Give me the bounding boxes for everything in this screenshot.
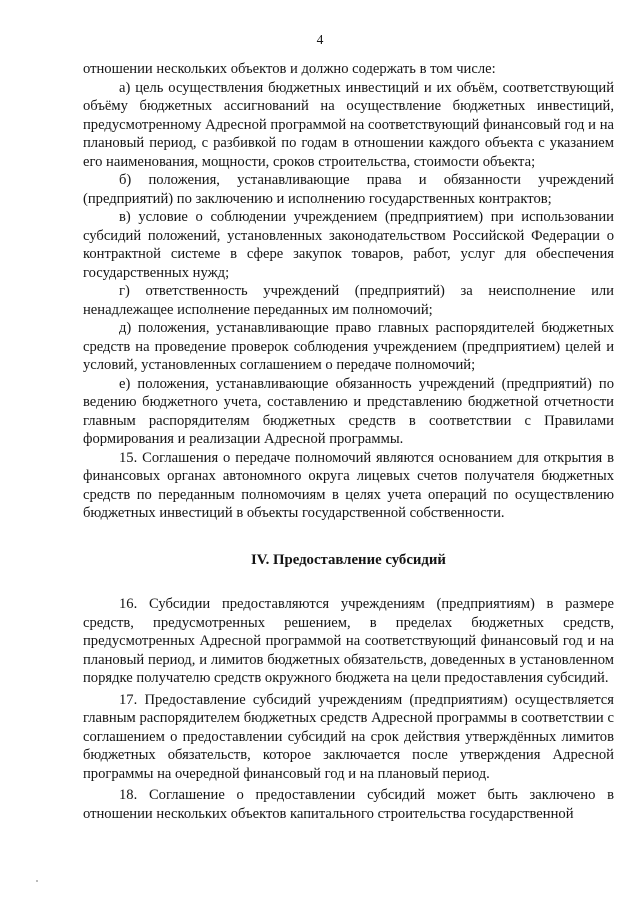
paragraph-item-g: г) ответственность учреждений (предприятий) за неисполнение или ненадлежащее исполнение переданных им полномочий;: [83, 283, 614, 318]
paragraph-item-b: б) положения, устанавливающие права и обязанности учреждений (предприятий) по заключению и исполнению государственных контрактов;: [83, 172, 614, 207]
paragraph-16: 16. Субсидии предоставляются учреждениям (предприятиям) в размере средств, предусмотренных решением, в пределах бюджетных средств, предусмотренных Адресной программой на соответствующий финансовый год и на плановый период, и лимитов бюджетных обязательств, доведенных в установленном порядке получателю средств окружного бюджета на цели предоставления субсидий.: [83, 596, 614, 686]
paragraph-15: 15. Соглашения о передаче полномочий являются основанием для открытия в финансовых органах автономного округа лицевых счетов получателя бюджетных средств по переданным полномочиям в целях учета операций по осуществлению бюджетных инвестиций в объекты государственной собственности.: [83, 449, 614, 521]
page-number: 4: [316, 32, 324, 47]
paragraph-continuation: отношении нескольких объектов и должно содержать в том числе:: [83, 61, 496, 77]
paragraph-item-v: в) условие о соблюдении учреждением (предприятием) при использовании субсидий положений, установленных законодательством Российской Федерации о контрактной системе в сфере закупок товаров, работ, услуг для обеспечения государственных нужд;: [83, 209, 614, 281]
scan-speck: [36, 880, 38, 882]
paragraph-18: 18. Соглашение о предоставлении субсидий может быть заключено в отношении нескольких объектов капитального строительства государственной: [83, 787, 614, 822]
paragraph-item-a: а) цель осуществления бюджетных инвестиций и их объём, соответствующий объёму бюджетных ассигнований на осуществление бюджетных инвестиций, предусмотренному Адресной программой на соответствующий финансовый год и на плановый период, с разбивкой по годам в отношении каждого объекта с указанием его наименования, мощности, сроков строительства, стоимости объекта;: [83, 79, 614, 170]
paragraph-item-e: е) положения, устанавливающие обязанность учреждений (предприятий) по ведению бюджетного учета, составлению и представлению бюджетной отчетности главным распорядителям бюджетных средств в соответствии с Правилами формирования и реализации Адресной программы.: [83, 375, 614, 447]
section-heading: IV. Предоставление субсидий: [251, 551, 446, 568]
document-body: [83, 60, 614, 823]
paragraph-17: 17. Предоставление субсидий учреждениям (предприятиям) осуществляется главным распорядителем бюджетных средств Адресной программы в соответствии с соглашением о предоставлении субсидий на срок действия утверждённых лимитов бюджетных обязательств, которое заключается после утверждения Адресной программы на очередной финансовый год и на плановый период.: [83, 691, 614, 782]
paragraph-item-d: д) положения, устанавливающие право главных распорядителей бюджетных средств на проведение проверок соблюдения учреждением (предприятием) целей и условий, установленных соглашением о передаче полномочий;: [83, 320, 614, 373]
